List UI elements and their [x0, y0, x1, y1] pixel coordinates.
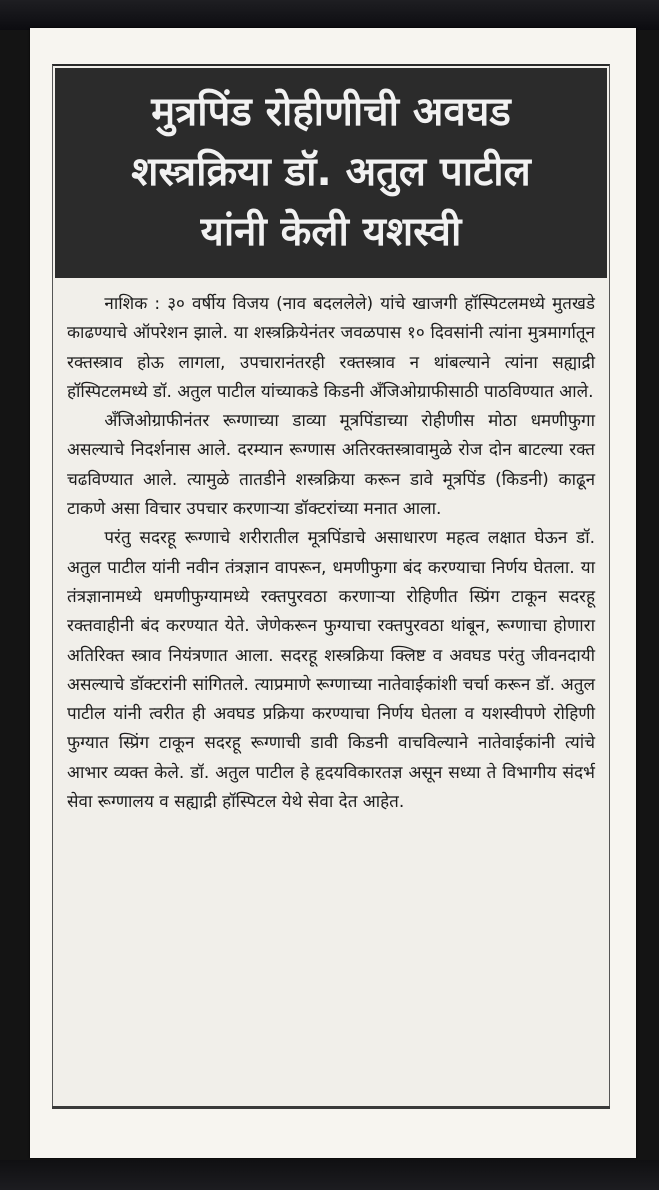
headline-line-2: शस्त्रक्रिया डॉ. अतुल पाटील — [131, 149, 531, 195]
headline-line-3: यांनी केली यशस्वी — [200, 209, 462, 255]
headline-line-1: मुत्रपिंड रोहीणीची अवघड — [151, 89, 511, 135]
frame-bottom-edge — [0, 1160, 659, 1190]
article-body — [53, 278, 609, 817]
paragraph-2: अँजिओग्राफीनंतर रूग्णाच्या डाव्या मूत्रपिंडाच्या रोहीणीस मोठा धमणीफुगा असल्याचे निदर्शनास आले. दरम्यान रूग्णास अतिरक्तस्त्रावामुळे रोज दोन बाटल्या रक्त चढविण्यात आले. त्यामुळे तातडीने शस्त्रक्रिया करून डावे मूत्रपिंड (किडनी) काढून टाकणे असा विचार उपचार करणाऱ्या डॉक्टरांच्या मनात आला. — [67, 411, 595, 520]
paper-sheet — [30, 28, 636, 1158]
paragraph-3: परंतु सदरहू रूग्णाचे शरीरातील मूत्रपिंडाचे असाधारण महत्व लक्षात घेऊन डॉ. अतुल पाटील यांनी नवीन तंत्रज्ञान वापरून, धमणीफुगा बंद करण्याचा निर्णय घेतला. या तंत्रज्ञानामध्ये धमणीफुग्यामध्ये रक्तपुरवठा करणाऱ्या रोहिणीत स्प्रिंग टाकून सदरहू रक्तवाहीनी बंद करण्यात येते. जेणेकरून फुग्याचा रक्तपुरवठा थांबून, रूग्णाचा होणारा अतिरिक्त स्त्राव नियंत्रणात आला. सदरहू शस्त्रक्रिया क्लिष्ट व अवघड परंतु जीवनदायी असल्याचे डॉक्टरांनी सांगितले. त्याप्रमाणे रूग्णाच्या नातेवाईकांशी चर्चा करून डॉ. अतुल पाटील यांनी त्वरीत ही अवघड प्रक्रिया करण्याचा निर्णय घेतला व यशस्वीपणे रोहिणी फुग्यात स्प्रिंग टाकून सदरहू रूग्णाची डावी किडनी वाचविल्याने नातेवाईकांनी त्यांचे आभार व्यक्त केले. डॉ. अतुल पाटील हे हृदयविकारतज्ञ असून सध्या ते विभागीय संदर्भ सेवा रूग्णालय व सह्याद्री हॉस्पिटल येथे सेवा देत आहेत. — [67, 528, 595, 813]
bottom-rule — [52, 1106, 610, 1109]
frame-top-edge — [0, 0, 659, 30]
news-clipping — [52, 64, 610, 1106]
headline-banner — [55, 68, 607, 278]
paragraph-1: नाशिक : ३० वर्षीय विजय (नाव बदललेले) यांचे खाजगी हॉस्पिटलमध्ये मुतखडे काढण्याचे ऑपरेशन झाले. या शस्त्रक्रियेनंतर जवळपास १० दिवसांनी त्यांना मुत्रमार्गातून रक्तस्त्राव होऊ लागला, उपचारानंतरही रक्तस्त्राव न थांबल्याने त्यांना सह्याद्री हॉस्पिटलमध्ये डॉ. अतुल पाटील यांच्याकडे किडनी अँजिओग्राफीसाठी पाठविण्यात आले. — [67, 294, 595, 402]
